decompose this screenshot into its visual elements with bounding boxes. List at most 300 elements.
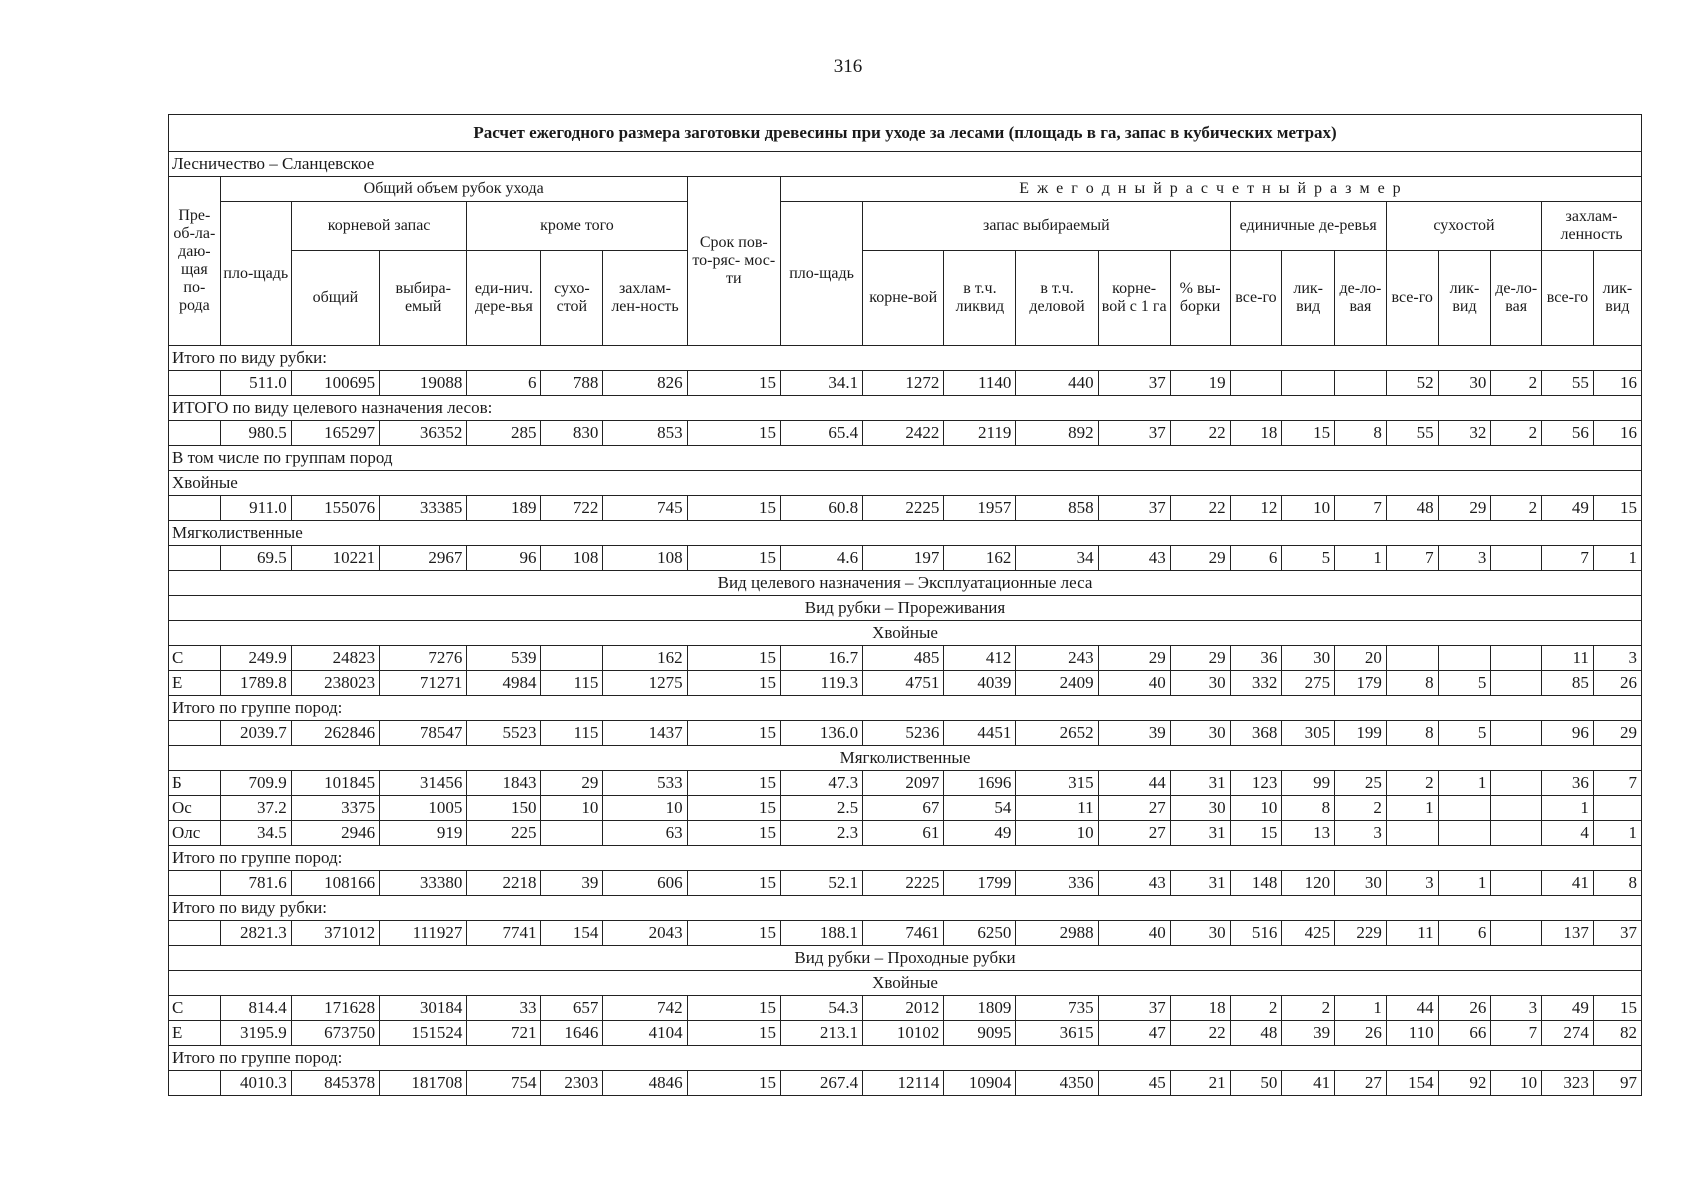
value-cell: 7 [1335,496,1387,521]
value-cell: 315 [1016,771,1098,796]
group-label: Итого по виду рубки: [169,896,1642,921]
value-cell: 41 [1542,871,1594,896]
value-cell: 12114 [863,1071,944,1096]
value-cell: 722 [541,496,603,521]
value-cell: 332 [1230,671,1282,696]
value-cell: 171628 [291,996,379,1021]
table-body [169,346,1642,1096]
value-cell: 15 [1282,421,1335,446]
value-cell: 5 [1438,721,1491,746]
value-cell [1491,821,1542,846]
value-cell: 8 [1386,721,1438,746]
value-cell: 108166 [291,871,379,896]
value-cell: 15 [687,371,780,396]
species-cell: Ос [169,796,221,821]
value-cell: 32 [1438,421,1491,446]
value-cell: 31456 [380,771,467,796]
table-row [169,1071,1642,1096]
species-cell [169,871,221,896]
value-cell: 27 [1098,796,1170,821]
value-cell: 911.0 [220,496,291,521]
value-cell [1491,871,1542,896]
value-cell: 15 [687,421,780,446]
value-cell: 36352 [380,421,467,446]
value-cell: 37 [1593,921,1641,946]
value-cell: 2 [1386,771,1438,796]
value-cell: 15 [687,996,780,1021]
header-incl-business: в т.ч. деловой [1016,251,1098,346]
value-cell: 110 [1386,1021,1438,1046]
value-cell [1491,546,1542,571]
value-cell: 2225 [863,871,944,896]
value-cell: 2 [1230,996,1282,1021]
value-cell: 1437 [603,721,687,746]
value-cell: 115 [541,721,603,746]
value-cell: 2 [1491,371,1542,396]
value-cell [1491,796,1542,821]
value-cell: 15 [687,546,780,571]
value-cell: 249.9 [220,646,291,671]
value-cell: 26 [1335,1021,1387,1046]
section-header-row [169,596,1642,621]
value-cell: 31 [1170,821,1230,846]
value-cell: 44 [1386,996,1438,1021]
value-cell: 43 [1098,871,1170,896]
value-cell: 2039.7 [220,721,291,746]
value-cell: 2652 [1016,721,1098,746]
group-label: В том числе по группам пород [169,446,1642,471]
value-cell: 148 [1230,871,1282,896]
table-row [169,646,1642,671]
value-cell: 606 [603,871,687,896]
value-cell: 63 [603,821,687,846]
group-label: Итого по группе пород: [169,1046,1642,1071]
section-header: Мягколиственные [169,746,1642,771]
value-cell: 243 [1016,646,1098,671]
value-cell: 137 [1542,921,1594,946]
header-root-stock: корневой запас [291,202,467,251]
value-cell: 108 [541,546,603,571]
species-cell [169,496,221,521]
header-clutter-all: все-го [1542,251,1594,346]
timber-harvest-table-container [168,114,1642,1096]
value-cell: 368 [1230,721,1282,746]
value-cell: 37 [1098,496,1170,521]
value-cell: 238023 [291,671,379,696]
species-cell [169,421,221,446]
value-cell: 6250 [944,921,1016,946]
value-cell: 3 [1491,996,1542,1021]
value-cell: 31 [1170,871,1230,896]
value-cell: 2946 [291,821,379,846]
table-row [169,871,1642,896]
value-cell: 96 [467,546,541,571]
value-cell: 20 [1335,646,1387,671]
value-cell: 37 [1098,421,1170,446]
section-header: Вид рубки – Прореживания [169,596,1642,621]
value-cell: 47 [1098,1021,1170,1046]
value-cell: 101845 [291,771,379,796]
value-cell: 10 [1016,821,1098,846]
header-annual-area: пло-щадь [780,202,862,346]
value-cell: 197 [863,546,944,571]
value-cell [1438,646,1491,671]
value-cell: 1696 [944,771,1016,796]
value-cell: 92 [1438,1071,1491,1096]
value-cell: 26 [1438,996,1491,1021]
value-cell: 41 [1282,1071,1335,1096]
value-cell: 5236 [863,721,944,746]
value-cell: 1275 [603,671,687,696]
species-cell [169,721,221,746]
value-cell: 853 [603,421,687,446]
value-cell: 49 [1542,496,1594,521]
value-cell: 48 [1386,496,1438,521]
value-cell: 485 [863,646,944,671]
table-row [169,771,1642,796]
value-cell: 814.4 [220,996,291,1021]
value-cell: 82 [1593,1021,1641,1046]
value-cell: 15 [687,496,780,521]
value-cell: 29 [1170,546,1230,571]
value-cell: 30 [1335,871,1387,896]
value-cell: 1789.8 [220,671,291,696]
value-cell: 7 [1593,771,1641,796]
value-cell: 2097 [863,771,944,796]
value-cell: 34.5 [220,821,291,846]
value-cell: 15 [687,821,780,846]
value-cell: 18 [1170,996,1230,1021]
value-cell: 229 [1335,921,1387,946]
value-cell: 1957 [944,496,1016,521]
group-label-row [169,471,1642,496]
value-cell [1282,371,1335,396]
section-header: Хвойные [169,971,1642,996]
value-cell: 892 [1016,421,1098,446]
table-row [169,796,1642,821]
value-cell: 8 [1282,796,1335,821]
header-pct-selection: % вы-борки [1170,251,1230,346]
value-cell: 9095 [944,1021,1016,1046]
value-cell: 48 [1230,1021,1282,1046]
value-cell: 225 [467,821,541,846]
value-cell: 7 [1542,546,1594,571]
value-cell: 60.8 [780,496,862,521]
group-label-row [169,696,1642,721]
header-dead-liquid: лик-вид [1438,251,1491,346]
value-cell [1335,371,1387,396]
value-cell: 826 [603,371,687,396]
value-cell: 8 [1593,871,1641,896]
value-cell: 845378 [291,1071,379,1096]
value-cell: 30 [1170,721,1230,746]
species-cell: Олс [169,821,221,846]
value-cell: 123 [1230,771,1282,796]
value-cell: 511.0 [220,371,291,396]
table-row [169,821,1642,846]
value-cell: 155076 [291,496,379,521]
value-cell: 181708 [380,1071,467,1096]
section-header-row [169,571,1642,596]
value-cell: 3 [1593,646,1641,671]
value-cell: 36 [1230,646,1282,671]
value-cell: 39 [1098,721,1170,746]
value-cell: 3375 [291,796,379,821]
value-cell: 10221 [291,546,379,571]
section-header-row [169,746,1642,771]
value-cell: 8 [1386,671,1438,696]
value-cell: 2821.3 [220,921,291,946]
value-cell: 10 [541,796,603,821]
value-cell: 323 [1542,1071,1594,1096]
value-cell: 4984 [467,671,541,696]
value-cell: 2303 [541,1071,603,1096]
value-cell: 15 [687,796,780,821]
value-cell: 533 [603,771,687,796]
species-cell: С [169,646,221,671]
header-single-trees: еди-нич. дере-вья [467,251,541,346]
group-label-row [169,896,1642,921]
group-label: Хвойные [169,471,1642,496]
value-cell: 336 [1016,871,1098,896]
value-cell: 7 [1386,546,1438,571]
value-cell: 2967 [380,546,467,571]
header-root-selected: выбира-емый [380,251,467,346]
value-cell: 10 [1230,796,1282,821]
header-stock-selected: запас выбираемый [863,202,1230,251]
value-cell: 33385 [380,496,467,521]
value-cell: 15 [1230,821,1282,846]
table-row [169,496,1642,521]
value-cell: 1843 [467,771,541,796]
value-cell: 6 [1438,921,1491,946]
value-cell: 539 [467,646,541,671]
group-label-row [169,521,1642,546]
value-cell: 2225 [863,496,944,521]
value-cell: 274 [1542,1021,1594,1046]
value-cell: 4 [1542,821,1594,846]
value-cell: 4350 [1016,1071,1098,1096]
value-cell: 2 [1282,996,1335,1021]
timber-harvest-table [168,114,1642,1096]
value-cell: 3 [1335,821,1387,846]
value-cell [1491,646,1542,671]
value-cell: 56 [1542,421,1594,446]
value-cell: 30 [1170,671,1230,696]
value-cell: 1 [1438,871,1491,896]
value-cell: 4846 [603,1071,687,1096]
header-single-liquid: лик-вид [1282,251,1335,346]
value-cell: 49 [944,821,1016,846]
value-cell: 150 [467,796,541,821]
value-cell: 52.1 [780,871,862,896]
value-cell: 7 [1491,1021,1542,1046]
value-cell: 15 [1593,996,1641,1021]
value-cell: 19 [1170,371,1230,396]
species-cell: Е [169,671,221,696]
value-cell: 52 [1386,371,1438,396]
value-cell: 305 [1282,721,1335,746]
value-cell: 2 [1491,496,1542,521]
group-label-row [169,1046,1642,1071]
value-cell: 3 [1386,871,1438,896]
value-cell [1438,821,1491,846]
species-cell: С [169,996,221,1021]
forestry-name: Лесничество – Сланцевское [169,152,1642,177]
header-clutter-liquid: лик-вид [1593,251,1641,346]
table-row [169,996,1642,1021]
value-cell: 15 [687,921,780,946]
value-cell: 30 [1282,646,1335,671]
value-cell: 108 [603,546,687,571]
value-cell: 6 [467,371,541,396]
header-root-per-ha: корне-вой с 1 га [1098,251,1170,346]
header-root: корне-вой [863,251,944,346]
value-cell: 154 [541,921,603,946]
value-cell: 2043 [603,921,687,946]
value-cell: 4010.3 [220,1071,291,1096]
value-cell [1491,921,1542,946]
value-cell: 1272 [863,371,944,396]
value-cell: 15 [687,1021,780,1046]
group-label-row [169,396,1642,421]
header-root-total: общий [291,251,379,346]
value-cell: 61 [863,821,944,846]
value-cell: 371012 [291,921,379,946]
value-cell: 213.1 [780,1021,862,1046]
value-cell: 742 [603,996,687,1021]
header-clutter: захлам-лен-ность [603,251,687,346]
value-cell: 1005 [380,796,467,821]
value-cell: 49 [1542,996,1594,1021]
value-cell: 8 [1335,421,1387,446]
value-cell: 55 [1542,371,1594,396]
value-cell [1491,721,1542,746]
value-cell: 22 [1170,1021,1230,1046]
value-cell: 40 [1098,671,1170,696]
value-cell: 162 [603,646,687,671]
value-cell: 29 [1593,721,1641,746]
group-label-row [169,446,1642,471]
value-cell: 55 [1386,421,1438,446]
value-cell: 15 [687,871,780,896]
value-cell: 919 [380,821,467,846]
value-cell: 26 [1593,671,1641,696]
value-cell: 24823 [291,646,379,671]
section-header-row [169,946,1642,971]
value-cell: 1 [1386,796,1438,821]
value-cell: 39 [1282,1021,1335,1046]
value-cell: 275 [1282,671,1335,696]
value-cell: 43 [1098,546,1170,571]
table-row [169,1021,1642,1046]
header-dead-business: де-ло-вая [1491,251,1542,346]
value-cell: 4104 [603,1021,687,1046]
header-annual-group: Е ж е г о д н ы й р а с ч е т н ы й р а з м е р [780,177,1641,202]
value-cell: 709.9 [220,771,291,796]
value-cell: 2.5 [780,796,862,821]
value-cell: 1799 [944,871,1016,896]
value-cell: 10 [1491,1071,1542,1096]
header-species: Пре-об-ла-даю-щая по-рода [169,177,221,346]
value-cell: 1 [1335,546,1387,571]
value-cell: 16 [1593,371,1641,396]
value-cell: 31 [1170,771,1230,796]
value-cell: 19088 [380,371,467,396]
value-cell: 2 [1335,796,1387,821]
group-label: Мягколиственные [169,521,1642,546]
value-cell [1386,646,1438,671]
header-single-business: де-ло-вая [1335,251,1387,346]
value-cell: 199 [1335,721,1387,746]
value-cell: 10 [1282,496,1335,521]
value-cell: 179 [1335,671,1387,696]
value-cell: 657 [541,996,603,1021]
value-cell: 25 [1335,771,1387,796]
value-cell: 151524 [380,1021,467,1046]
value-cell: 781.6 [220,871,291,896]
value-cell: 30 [1438,371,1491,396]
value-cell: 111927 [380,921,467,946]
value-cell: 11 [1016,796,1098,821]
value-cell: 50 [1230,1071,1282,1096]
value-cell: 440 [1016,371,1098,396]
value-cell: 97 [1593,1071,1641,1096]
value-cell: 15 [687,671,780,696]
value-cell: 980.5 [220,421,291,446]
value-cell: 858 [1016,496,1098,521]
value-cell: 262846 [291,721,379,746]
value-cell: 188.1 [780,921,862,946]
header-clutter-group: захлам-ленность [1542,202,1642,251]
value-cell: 18 [1230,421,1282,446]
value-cell: 45 [1098,1071,1170,1096]
value-cell: 1 [1542,796,1594,821]
value-cell: 37 [1098,996,1170,1021]
value-cell: 2 [1491,421,1542,446]
value-cell: 1140 [944,371,1016,396]
value-cell: 15 [687,646,780,671]
species-cell [169,546,221,571]
value-cell: 1646 [541,1021,603,1046]
value-cell: 27 [1098,821,1170,846]
header-area: пло-щадь [220,202,291,346]
species-cell: Е [169,1021,221,1046]
value-cell: 4451 [944,721,1016,746]
value-cell: 1 [1593,546,1641,571]
value-cell: 34.1 [780,371,862,396]
value-cell: 2012 [863,996,944,1021]
value-cell: 7276 [380,646,467,671]
value-cell: 30184 [380,996,467,1021]
header-total-group: Общий объем рубок ухода [220,177,687,202]
value-cell [1491,771,1542,796]
value-cell: 1 [1335,996,1387,1021]
section-header: Хвойные [169,621,1642,646]
value-cell: 15 [687,1071,780,1096]
value-cell: 2409 [1016,671,1098,696]
value-cell: 115 [541,671,603,696]
header-repeat-period: Срок пов- то-ряс- мос-ти [687,177,780,346]
value-cell: 12 [1230,496,1282,521]
value-cell [1386,821,1438,846]
value-cell: 120 [1282,871,1335,896]
value-cell: 47.3 [780,771,862,796]
group-label: Итого по виду рубки: [169,346,1642,371]
value-cell [1230,371,1282,396]
table-row [169,546,1642,571]
group-label: Итого по группе пород: [169,696,1642,721]
